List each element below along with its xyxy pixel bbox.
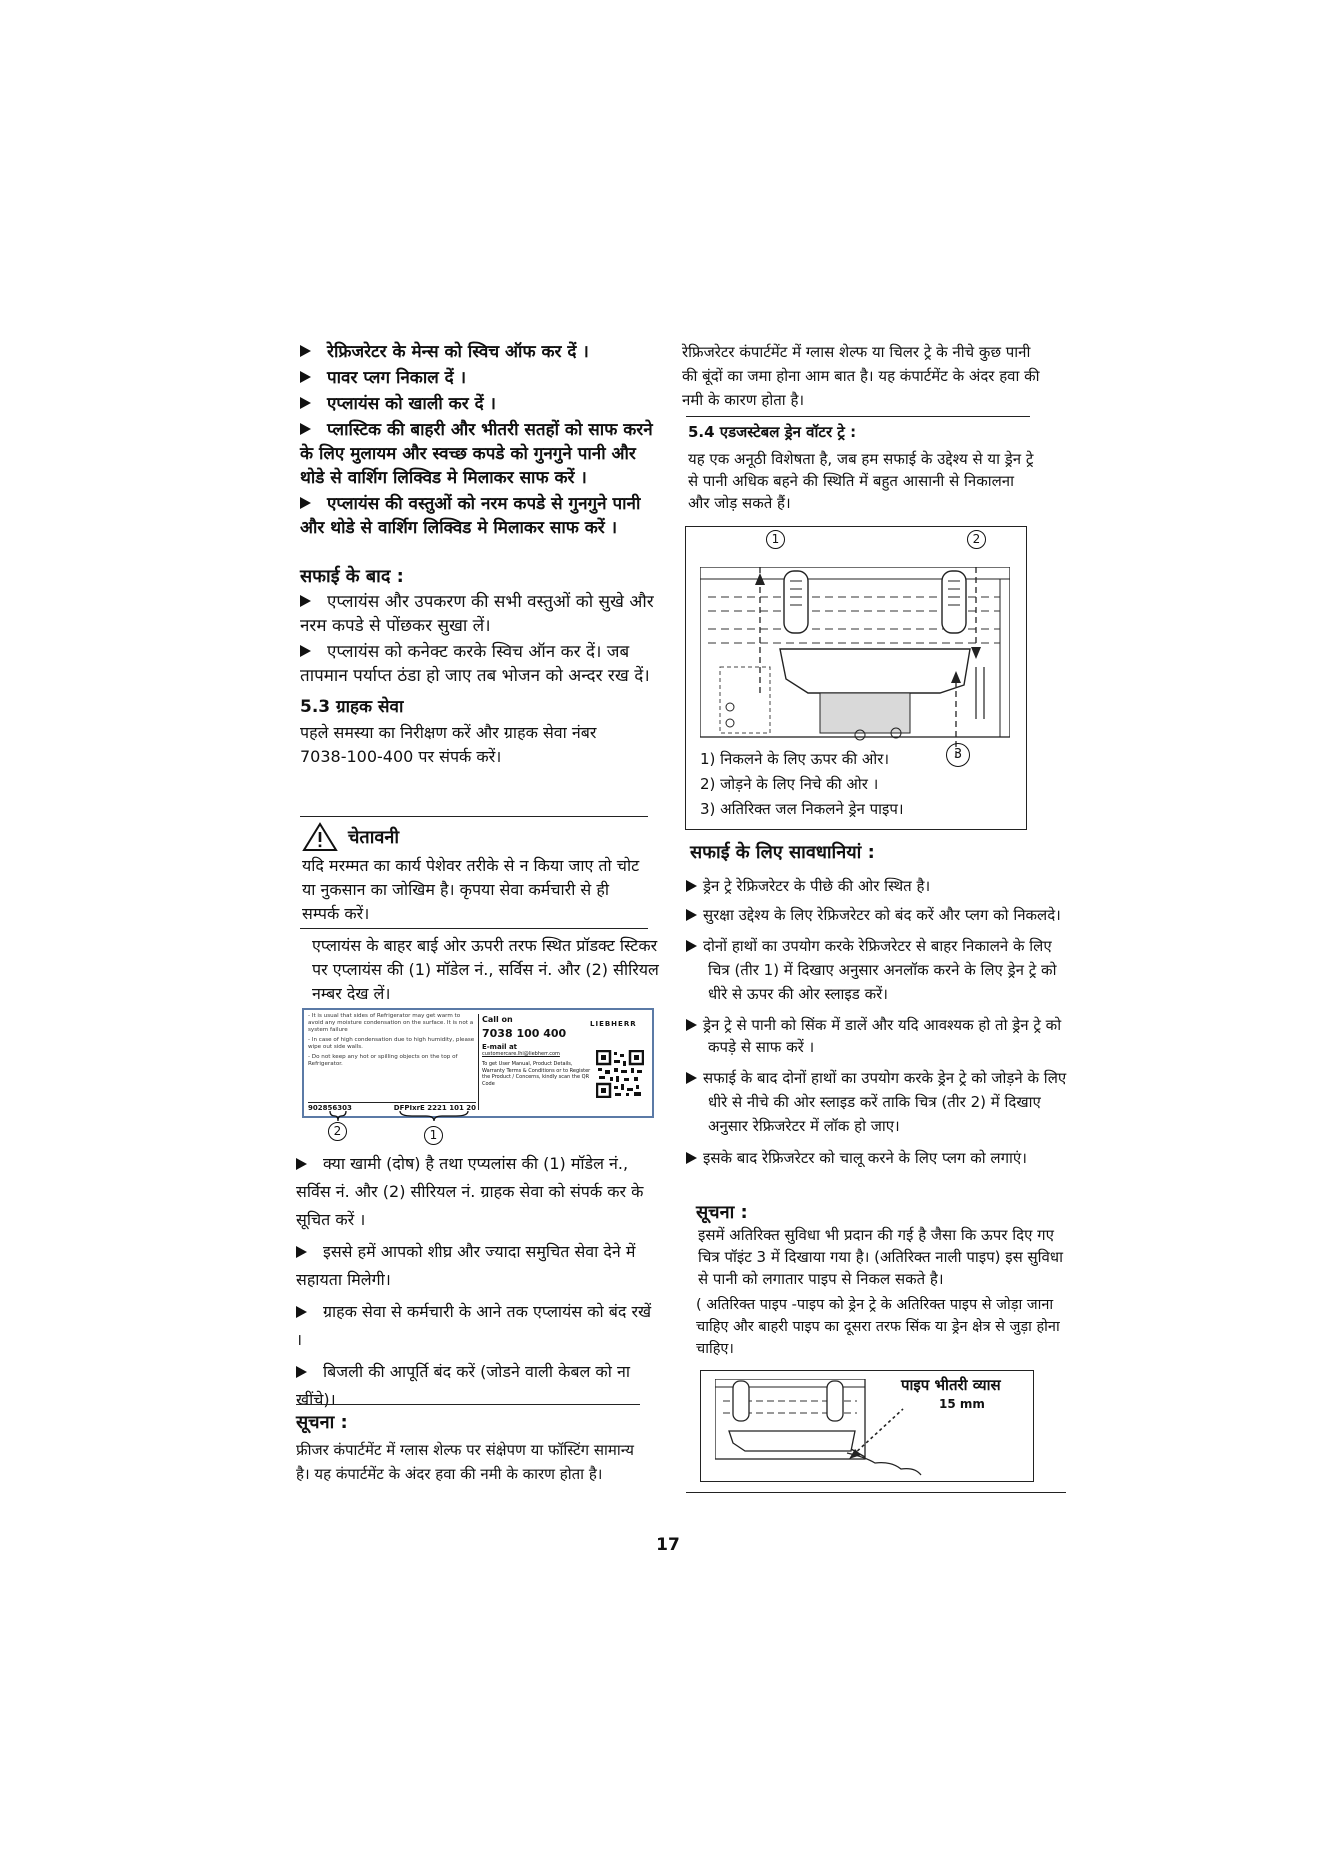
divider [296,1404,640,1405]
figure-marker-2: 2 [967,530,986,549]
precautions-list [686,874,1070,1170]
drain-tray-text: यह एक अनूठी विशेषता है, जब हम सफाई के उद्देश्य से या ड्रेन ट्रे से पानी अधिक बहने की स्थिति में बहुत आसानी से निकालना और जोड़ सकते हैं। [688,450,1034,512]
figure-caption: 2) जोड़ने के लिए निचे की ओर । [700,775,879,793]
after-cleaning-heading: सफाई के बाद : [300,566,404,587]
sticker-instruction: एप्लायंस के बाहर बाई ओर ऊपरी तरफ स्थित प्रॉडक्ट स्टिकर पर एप्लायंस की (1) मॉडेल नं., सर्विस नं. और (2) सीरियल नम्बर देख लें। [312,936,659,1003]
label-note: - It is usual that sides of Refrigerator may get warm to avoid any moisture condensation on the surface. It is not a system failure [308,1013,474,1033]
label-note: - In case of high condensation due to high humidity, please wipe out side walls. [308,1037,475,1050]
drain-tray-heading: 5.4 एडजस्टेबल ड्रेन वॉटर ट्रे : [688,423,857,441]
left-note-heading: सूचना : [296,1412,348,1433]
after-step-1: एप्लायंस और उपकरण की सभी वस्तुओं को सुखे और नरम कपडे से पोंछकर सुखा लें। [300,592,654,636]
qr-code-icon [596,1050,644,1098]
left-column [300,340,660,769]
model-number: DFPIxrE 2221 101 20 [393,1104,476,1112]
precaution-item: ड्रेन ट्रे से पानी को सिंक में डालें और यदि आवश्यक हो तो ड्रेन ट्रे को कपड़े से साफ करें । [686,1014,1070,1058]
pipe-figure [700,1370,1034,1482]
phone-number: 7038 100 400 [482,1027,567,1040]
step-2: पावर प्लग निकाल दें । [300,366,660,390]
precaution-item: सुरक्षा उद्देश्य के लिए रेफ्रिजरेटर को बंद करें और प्लग को निकलदे। [686,902,1070,928]
label-contact [482,1015,602,1087]
step-3: एप्लायंस को खाली कर दें । [300,392,660,416]
divider [300,816,648,817]
precaution-item: दोनों हाथों का उपयोग करके रेफ्रिजरेटर से बाहर निकालने के लिए चित्र (तीर 1) में दिखाए अनुसार अनलॉक करने के लिए ड्रेन ट्रे को धीरे से ऊपर की ओर स्लाइड करें। [686,934,1070,1006]
step-1: रेफ्रिजरेटर के मेन्स को स्विच ऑफ कर दें । [300,340,660,364]
product-label-sticker [302,1008,654,1118]
figure-caption: 1) निकलने के लिए ऊपर की ओर। [700,750,890,768]
drain-tray-diagram [700,567,1010,757]
brand-logo: LIEBHERR [590,1020,637,1028]
email-address: customercare.lhi@liebherr.com [482,1051,560,1057]
customer-service-heading: 5.3 ग्राहक सेवा [300,697,404,717]
email-label: E-mail at [482,1043,518,1051]
label-brackets [302,1110,502,1124]
label-get-text: To get User Manual, Product Details, Warranty Terms & Conditions or to Register the Product / Concerns, kindly scan the QR Code [482,1061,591,1087]
drain-tray-figure [685,526,1027,830]
pipe-label: पाइप भीतरी व्यास [901,1376,1001,1394]
precaution-item: इसके बाद रेफ्रिजरेटर को चालू करने के लिए प्लग को लगाएं। [686,1146,1070,1170]
divider [686,1492,1066,1493]
figure-marker-1: 1 [766,530,785,549]
right-note-text-1: इसमें अतिरिक्त सुविधा भी प्रदान की गई है जैसा कि ऊपर दिए गए चित्र पॉइंट 3 में दिखाया गया है। (अतिरिक्त नाली पाइप) इस सुविधा से पानी को लगातार पाइप से निकल सकते है। [698,1226,1063,1288]
divider [686,416,1030,417]
figure-captions [700,747,904,822]
warning-text: यदि मरम्मत का कार्य पेशेवर तरीके से न किया जाए तो चोट या नुकसान का जोखिम है। कृपया सेवा कर्मचारी से ही सम्पर्क करें। [302,856,640,923]
left-lower-column [296,1150,658,1414]
figure-marker-3: 3 [946,743,970,767]
report-fault: क्या खामी (दोष) है तथा एप्यलांस की (1) मॉडेल नं., सर्विस नं. और (2) सीरियल नं. ग्राहक सेवा को संपर्क कर के सूचित करें । [296,1154,644,1229]
keep-off: ग्राहक सेवा से कर्मचारी के आने तक एप्लायंस को बंद रखें । [296,1302,652,1349]
divider [300,928,648,929]
page-number: 17 [656,1535,680,1555]
precaution-item: सफाई के बाद दोनों हाथों का उपयोग करके ड्रेन ट्रे को जोड़ने के लिए धीरे से नीचे की ओर स्लाइड करें ताकि चित्र (तीर 2) में दिखाए अनुसार रेफ्रिजरेटर में लॉक हो जाए। [686,1066,1070,1138]
after-step-2: एप्लायंस को कनेक्ट करके स्विच ऑन कर दें। जब तापमान पर्याप्त ठंडा हो जाए तब भोजन को अन्दर रख दें। [300,642,650,686]
warning-triangle-icon [302,822,338,852]
left-note-text: फ्रीजर कंपार्टमेंट में ग्लास शेल्फ पर संक्षेपण या फॉस्टिंग सामान्य है। यह कंपार्टमेंट के अंदर हवा की नमी के कारण होता है। [296,1441,634,1483]
warning-title: चेतावनी [348,827,400,848]
step-5: एप्लायंस की वस्तुओं को नरम कपडे से गुनगुने पानी और थोडे से वार्शिग लिक्विड मे मिलाकर साफ करें । [300,494,641,538]
precaution-item: ड्रेन ट्रे रेफ्रिजरेटर के पीछे की ओर स्थित है। [686,874,1070,898]
label-note: - Do not keep any hot or spilling objects on the top of Refrigerator. [308,1054,458,1067]
right-note-text-2: ( अतिरिक्त पाइप -पाइप को ड्रेन ट्रे के अतिरिक्त पाइप से जोड़ा जाना चाहिए और बाहरी पाइप का दूसरा तरफ सिंक या ड्रेन क्षेत्र से जुड़ा होना चाहिए। [696,1297,1060,1357]
marker-2: 2 [328,1122,347,1141]
power-off: बिजली की आपूर्ति बंद करें (जोडने वाली केबल को ना खींचे)। [296,1362,630,1409]
right-intro: रेफ्रिजरेटर कंपार्टमेंट में ग्लास शेल्फ या चिलर ट्रे के नीचे कुछ पानी की बूंदों का जमा होना आम बात है। यह कंपार्टमेंट के अंदर हवा की नमी के कारण होता है। [682,343,1040,409]
label-notes [308,1013,476,1068]
step-4: प्लास्टिक की बाहरी और भीतरी सतहों को साफ करने के लिए मुलायम और स्वच्छ कपडे को गुनगुने पानी और थोडे से वार्शिग लिक्विड मे मिलाकर साफ करें । [300,420,653,488]
precautions-heading: सफाई के लिए सावधानियां : [690,842,875,863]
warning-block [302,822,652,926]
figure-caption: 3) अतिरिक्त जल निकलने ड्रेन पाइप। [700,800,904,818]
right-note-heading: सूचना : [696,1202,748,1223]
serial-number: 902856303 [308,1104,352,1112]
marker-1: 1 [424,1126,443,1145]
customer-service-text: पहले समस्या का निरीक्षण करें और ग्राहक सेवा नंबर 7038-100-400 पर संपर्क करें। [300,723,597,766]
label-divider [478,1014,479,1110]
service-help: इससे हमें आपको शीघ्र और ज्यादा समुचित सेवा देने में सहायता मिलेगी। [296,1242,636,1289]
pipe-size: 15 mm [939,1397,985,1411]
call-on-label: Call on [482,1015,513,1024]
